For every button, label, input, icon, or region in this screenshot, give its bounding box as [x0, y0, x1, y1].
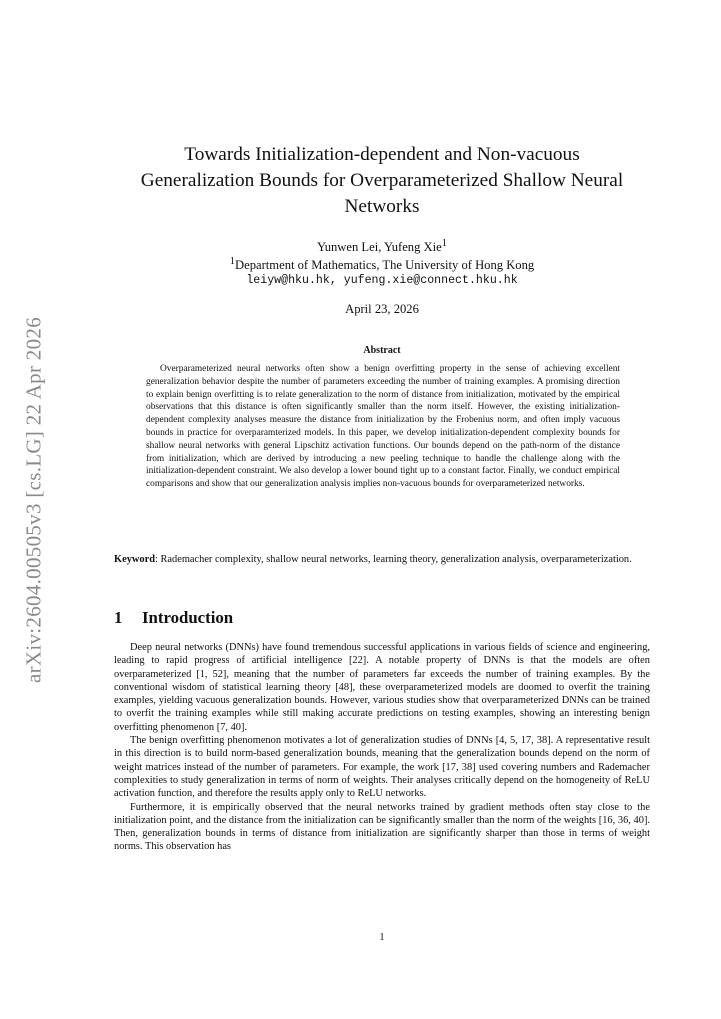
arxiv-identifier: arXiv:2604.00505v3 [cs.LG] 22 Apr 2026: [21, 316, 46, 684]
body-paragraph: Furthermore, it is empirically observed that the neural networks trained by gradient methods often stay close to the initialization point, and the distance from the initialization can be significantly smaller than the norm of the weights [16, 36, 40]. Then, generalization bounds in terms of distance from initialization are significantly sharper than those in terms of weight norms. This observation has: [114, 801, 650, 853]
affiliation-text: Department of Mathematics, The University of Hong Kong: [235, 258, 535, 273]
arxiv-sidebar: [14, 300, 54, 700]
section-title: Introduction: [142, 608, 234, 627]
author-names: Yunwen Lei, Yufeng Xie: [317, 240, 442, 255]
paper-date: April 23, 2026: [345, 302, 419, 316]
author-affiliation-mark: 1: [441, 238, 447, 249]
title-line: Towards Initialization-dependent and Non-vacuous: [184, 144, 580, 165]
abstract-heading: Abstract: [363, 345, 401, 356]
keywords: [114, 552, 650, 567]
author-emails: leiyw@hku.hk, yufeng.xie@connect.hku.hk: [246, 274, 518, 287]
title-line: Generalization Bounds for Overparameterized Shallow Neural: [140, 170, 624, 191]
body-paragraph: The benign overfitting phenomenon motivates a lot of generalization studies of DNNs [4, 5, 17, 38]. A representative result in this direction is to build norm-based generalization bounds, meaning that the generalization bounds depend on the norm of weight matrices instead of the number of parameters. For example, the work [17, 38] used covering numbers and Rademacher complexities to study generalization in terms of norm of weights. Their analyses critically depend on the homogeneity of ReLU activation function, and therefore the results apply only to ReLU networks.: [114, 735, 650, 800]
title-line: Networks: [344, 196, 420, 217]
abstract-text: Overparameterized neural networks often show a benign overfitting property in the sense of achieving excellent generalization behavior despite the number of parameters exceeding the number of training examples. A promising direction to explain benign overfitting is to relate generalization to the norm of distance from initialization, motivated by the empirical observations that this distance is often significantly smaller than the norm itself. However, the existing initialization-dependent complexity analyses measure the distance from initialization by the Frobenius norm, and often imply vacuous bounds in practice for overparamterized models. In this paper, we develop initialization-dependent complexity bounds for shallow neural networks with general Lipschitz activation functions. Our bounds depend on the path-norm of the distance from initialization, which are derived by introducing a new peeling technique to handle the challenge along with the initialization-dependent constraint. We also develop a lower bound tight up to a constant factor. Finally, we conduct empirical comparisons and show that our generalization analysis implies non-vacuous bounds for overparameterized networks.: [146, 364, 620, 490]
paper-title: [114, 142, 650, 220]
page-number: 1: [379, 932, 385, 943]
affiliation: [114, 253, 650, 274]
keywords-label: Keyword: [114, 554, 155, 565]
section-body: [114, 641, 650, 854]
keywords-text: : Rademacher complexity, shallow neural networks, learning theory, generalization analysis, overparameterization.: [154, 554, 632, 565]
body-paragraph: Deep neural networks (DNNs) have found tremendous successful applications in various fields of science and engineering, leading to rapid progress of artificial intelligence [22]. A notable property of DNNs is that the models are often overparameterized [1, 52], meaning that the number of parameters far exceeds the number of training examples. By the conventional wisdom of statistical learning theory [48], these overparameterized models are doomed to overfit the training examples, yielding vacuous generalization bounds. However, various studies show that overparameterized DNNs can be trained to overfit the training examples while still making accurate predictions on testing examples, showing an interesting benign overfitting phenomenon [7, 40].: [114, 642, 650, 733]
affiliation-mark: 1: [229, 256, 236, 267]
section-heading: [114, 607, 233, 629]
section-number: 1: [114, 608, 123, 627]
